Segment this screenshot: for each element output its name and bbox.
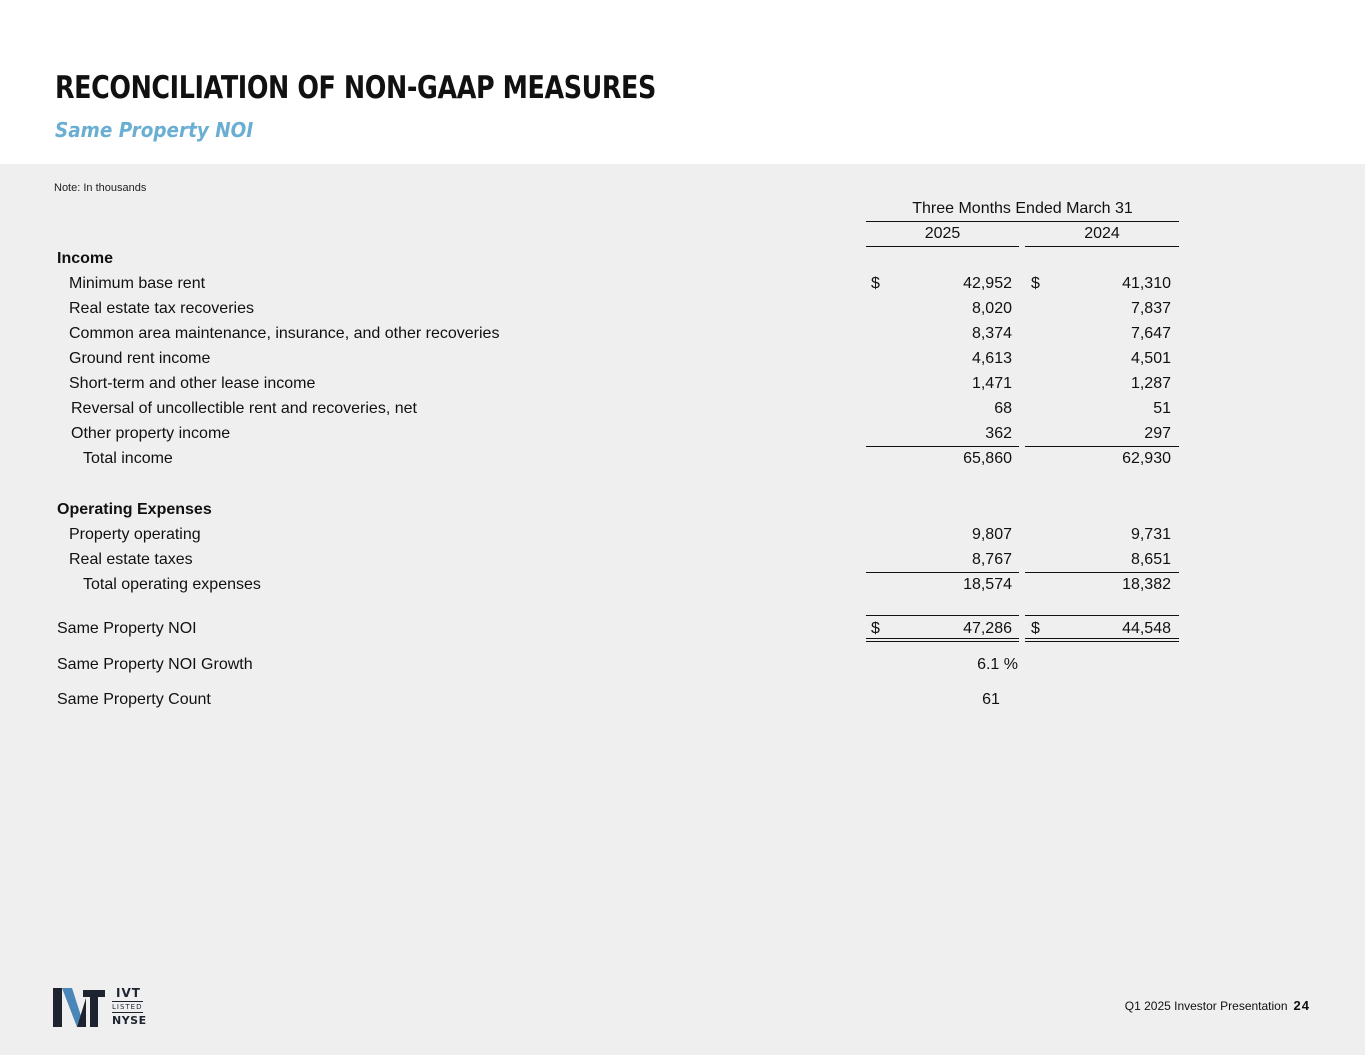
row-label: Total income	[83, 450, 173, 467]
row-label: Real estate taxes	[69, 551, 193, 568]
value-2025: 4,613	[971, 350, 1012, 367]
row-label: Real estate tax recoveries	[69, 300, 254, 317]
ivt-logo-icon	[53, 988, 107, 1028]
page-number: 24	[1293, 998, 1310, 1013]
logo-wordmark	[112, 986, 147, 1027]
subtotal-rule-2024	[1025, 572, 1179, 573]
currency-symbol: $	[871, 275, 880, 292]
subtotal-rule-2025	[866, 446, 1019, 447]
row-label: Reversal of uncollectible rent and recoveries, net	[71, 400, 417, 417]
value-2025: 362	[985, 425, 1012, 442]
row-label: Same Property NOI	[57, 620, 197, 637]
row-label: Ground rent income	[69, 350, 211, 367]
value-2025: 42,952	[963, 275, 1012, 292]
value-2024: 9,731	[1130, 526, 1171, 543]
logo-exchange: NYSE	[112, 1014, 147, 1027]
value-2024: 41,310	[1122, 275, 1171, 292]
page-title: RECONCILIATION OF NON-GAAP MEASURES	[55, 70, 656, 106]
currency-symbol: $	[871, 620, 880, 637]
double-rule-2024	[1025, 641, 1179, 642]
column-rule-2024	[1025, 246, 1179, 247]
header-rule	[866, 221, 1179, 222]
value-2024: 297	[1144, 425, 1171, 442]
currency-symbol: $	[1031, 620, 1040, 637]
logo-listed: LISTED	[112, 1003, 143, 1011]
row-label: Same Property NOI Growth	[57, 656, 253, 673]
value-2024: 62,930	[1122, 450, 1171, 467]
double-rule-2024	[1025, 638, 1179, 639]
footer	[1125, 998, 1310, 1013]
value-2025: 65,860	[963, 450, 1012, 467]
value-2025: 68	[994, 400, 1012, 417]
value-2025: 18,574	[963, 576, 1012, 593]
row-label: Other property income	[71, 425, 231, 442]
value-2025: 47,286	[963, 620, 1012, 637]
row-label: Minimum base rent	[69, 275, 206, 292]
value-2024: 18,382	[1122, 576, 1171, 593]
row-label: Total operating expenses	[83, 576, 261, 593]
subtotal-rule-2025	[866, 572, 1019, 573]
value-2025: 9,807	[971, 526, 1012, 543]
row-label: Short-term and other lease income	[69, 375, 316, 392]
income-heading: Income	[57, 250, 114, 267]
value-2025: 8,767	[971, 551, 1012, 568]
value-2024: 8,651	[1130, 551, 1171, 568]
value-2024: 7,647	[1130, 325, 1171, 342]
opex-heading: Operating Expenses	[57, 501, 212, 518]
value-2025: 8,374	[971, 325, 1012, 342]
value-2024: 1,287	[1130, 375, 1171, 392]
value-2024: 44,548	[1122, 620, 1171, 637]
value-2024: 51	[1153, 400, 1171, 417]
double-rule-2025	[866, 638, 1019, 639]
value-2024: 7,837	[1130, 300, 1171, 317]
property-count-value: 61	[982, 691, 1000, 708]
column-header-2024: 2024	[1084, 225, 1120, 242]
noi-growth-value: 6.1 %	[977, 656, 1018, 673]
row-label: Property operating	[69, 526, 201, 543]
noi-top-rule-2025	[866, 615, 1019, 616]
noi-top-rule-2024	[1025, 615, 1179, 616]
logo-ticker: IVT	[116, 986, 141, 1000]
value-2025: 1,471	[971, 375, 1012, 392]
currency-symbol: $	[1031, 275, 1040, 292]
header-band	[0, 0, 1365, 164]
page-subtitle: Same Property NOI	[55, 118, 254, 142]
value-2024: 4,501	[1130, 350, 1171, 367]
row-label: Common area maintenance, insurance, and other recoveries	[69, 325, 500, 342]
value-2025: 8,020	[971, 300, 1012, 317]
double-rule-2025	[866, 641, 1019, 642]
logo-divider	[112, 1001, 143, 1002]
period-header: Three Months Ended March 31	[912, 200, 1133, 217]
subtotal-rule-2024	[1025, 446, 1179, 447]
row-label: Same Property Count	[57, 691, 211, 708]
column-header-2025: 2025	[924, 225, 961, 242]
footer-text: Q1 2025 Investor Presentation	[1124, 999, 1288, 1013]
logo-divider	[112, 1012, 143, 1013]
column-rule-2025	[866, 246, 1019, 247]
units-note: Note: In thousands	[54, 182, 147, 194]
